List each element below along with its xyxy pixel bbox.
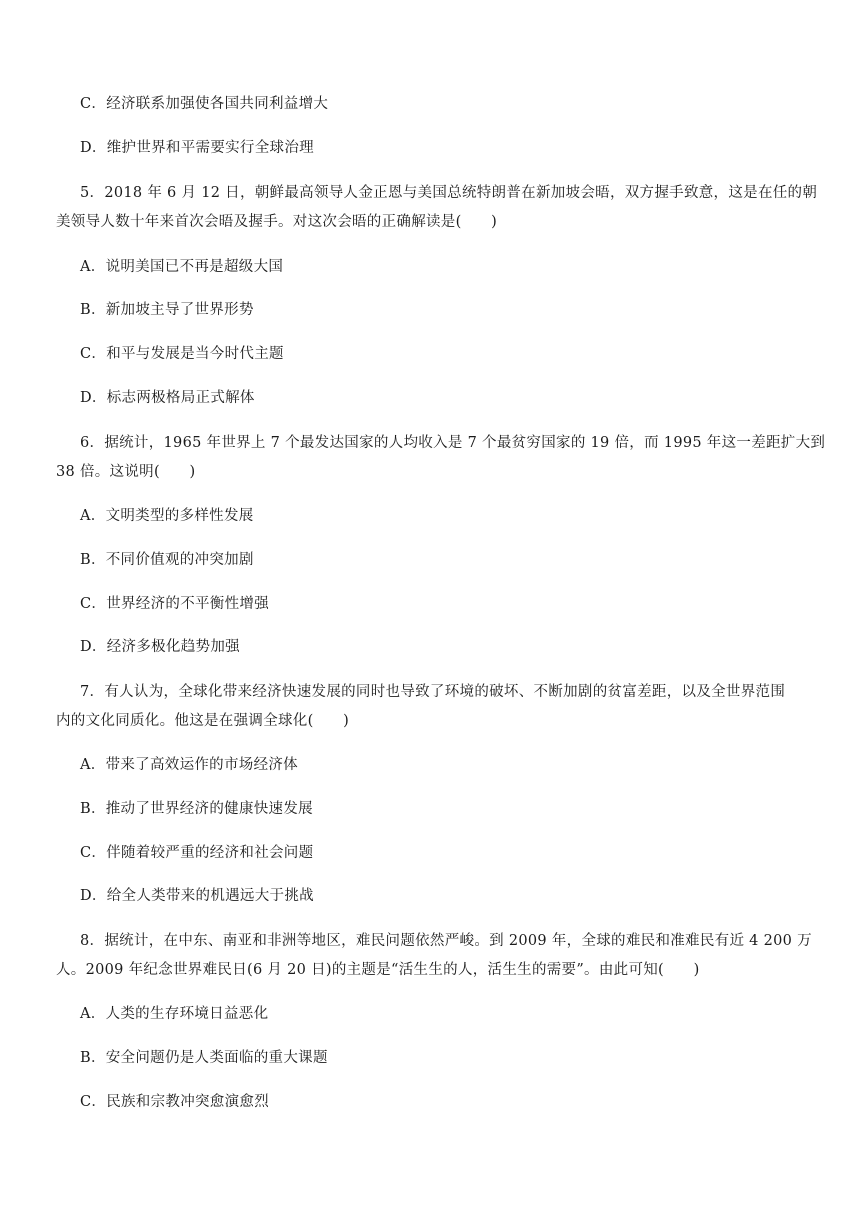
q6-stem-line-2: 38 倍。这说明( ) (56, 464, 196, 480)
q6-option-b: B．不同价值观的冲突加剧 (80, 552, 254, 568)
q5-option-d: D．标志两极格局正式解体 (80, 390, 255, 406)
q7-option-c: C．伴随着较严重的经济和社会问题 (80, 845, 314, 861)
q6-option-a: A．文明类型的多样性发展 (80, 508, 254, 524)
q7-option-d: D．给全人类带来的机遇远大于挑战 (80, 888, 314, 904)
q8-option-a: A．人类的生存环境日益恶化 (80, 1006, 269, 1022)
q8-stem-line-2: 人。2009 年纪念世界难民日(6 月 20 日)的主题是“活生生的人，活生生的需要”。由此可知( ) (56, 962, 700, 978)
q5-option-c: C．和平与发展是当今时代主题 (80, 346, 284, 362)
q8-option-c: C．民族和宗教冲突愈演愈烈 (80, 1094, 269, 1110)
q7-stem-line-2: 内的文化同质化。他这是在强调全球化( ) (56, 713, 350, 729)
q6-option-c: C．世界经济的不平衡性增强 (80, 596, 269, 612)
q6-option-d: D．经济多极化趋势加强 (80, 639, 240, 655)
q7-option-b: B．推动了世界经济的健康快速发展 (80, 801, 313, 817)
q5-stem-line-1: 5．2018 年 6 月 12 日，朝鲜最高领导人金正恩与美国总统特朗普在新加坡会晤，双方握手致意，这是在任的朝 (80, 185, 818, 201)
q4-option-d: D．维护世界和平需要实行全球治理 (80, 140, 314, 156)
q8-stem-line-1: 8．据统计，在中东、南亚和非洲等地区，难民问题依然严峻。到 2009 年，全球的难民和准难民有近 4 200 万 (80, 933, 812, 949)
q8-option-b: B．安全问题仍是人类面临的重大课题 (80, 1050, 328, 1066)
q7-stem-line-1: 7．有人认为，全球化带来经济快速发展的同时也导致了环境的破坏、不断加剧的贫富差距，以及全世界范围 (80, 684, 786, 700)
q5-option-b: B．新加坡主导了世界形势 (80, 302, 254, 318)
q6-stem-line-1: 6．据统计，1965 年世界上 7 个最发达国家的人均收入是 7 个最贫穷国家的 19 倍，而 1995 年这一差距扩大到 (80, 435, 826, 451)
q5-stem-line-2: 美领导人数十年来首次会晤及握手。对这次会晤的正确解读是( ) (56, 214, 498, 230)
q4-option-c: C．经济联系加强使各国共同利益增大 (80, 96, 329, 112)
q7-option-a: A．带来了高效运作的市场经济体 (80, 757, 298, 773)
q5-option-a: A．说明美国已不再是超级大国 (80, 259, 284, 275)
